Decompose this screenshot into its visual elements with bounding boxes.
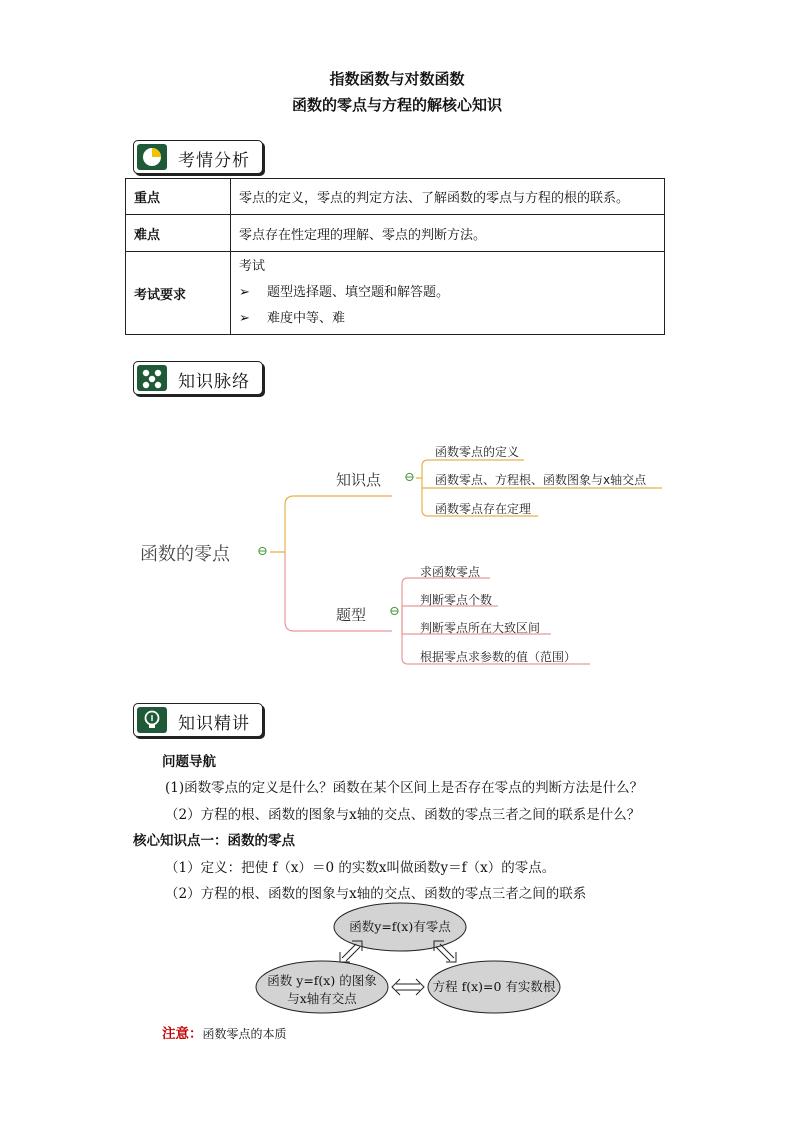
collapse-icon[interactable]: ⊖ [257,544,268,559]
core-title: 核心知识点一：函数的零点 [133,833,295,849]
row-value: 零点的定义，零点的判定方法、了解函数的零点与方程的根的联系。 [231,179,665,215]
mindmap-root: 函数的零点 [140,544,230,565]
row-key: 考试要求 [126,252,231,335]
collapse-icon[interactable]: ⊖ [404,470,415,485]
question-2: （2）方程的根、函数的图象与x轴的交点、函数的零点三者之间的联系是什么？ [165,807,641,823]
question-1: (1)函数零点的定义是什么？函数在某个区间上是否存在零点的判断方法是什么？ [165,780,644,796]
section-title: 知识脉络 [178,372,250,392]
leaf-item: 函数零点存在定理 [435,502,532,516]
nav-title: 问题导航 [162,754,216,770]
oval-graph-intersect: 函数 y=f(x) 的图象 与x轴有交点 [267,973,377,1006]
exam-line: ➢ 题型选择题、填空题和解答题。 [239,280,656,306]
bullet-icon: ➢ [239,285,250,300]
bullet-icon: ➢ [239,311,250,326]
row-value: 零点存在性定理的理解、零点的判断方法。 [231,215,665,252]
leaf-item: 函数零点的定义 [435,445,520,459]
exam-line: 考试 [239,259,266,274]
branch-question-types: 题型 [336,606,367,624]
collapse-icon[interactable]: ⊖ [389,604,400,619]
leaf-item: 求函数零点 [420,565,481,579]
note-line: 注意：函数零点的本质 [162,1026,287,1042]
doc-title-line1: 指数函数与对数函数 [329,70,465,88]
note-text: 函数零点的本质 [202,1027,287,1041]
section-title: 考情分析 [178,151,250,171]
oval-zero-exists: 函数y=f(x)有零点 [349,919,451,934]
leaf-item: 判断零点个数 [420,593,493,607]
row-key: 重点 [126,179,231,215]
note-label: 注意 [162,1026,189,1042]
doc-title-line2: 函数的零点与方程的解核心知识 [291,96,502,114]
section-title: 知识精讲 [178,714,250,734]
oval-equation-root: 方程 f(x)=0 有实数根 [432,979,556,994]
relation: （2）方程的根、函数的图象与x轴的交点、函数的零点三者之间的联系 [165,886,587,902]
row-key: 难点 [126,215,231,252]
exam-line: ➢ 难度中等、难 [239,306,656,332]
leaf-item: 函数零点、方程根、函数图象与x轴交点 [435,473,647,487]
definition: （1）定义：把使 f（x）＝0 的实数x叫做函数y＝f（x）的零点。 [165,860,556,876]
branch-knowledge: 知识点 [336,471,382,489]
leaf-item: 根据零点求参数的值（范围） [420,650,577,664]
leaf-item: 判断零点所在大致区间 [420,621,541,635]
